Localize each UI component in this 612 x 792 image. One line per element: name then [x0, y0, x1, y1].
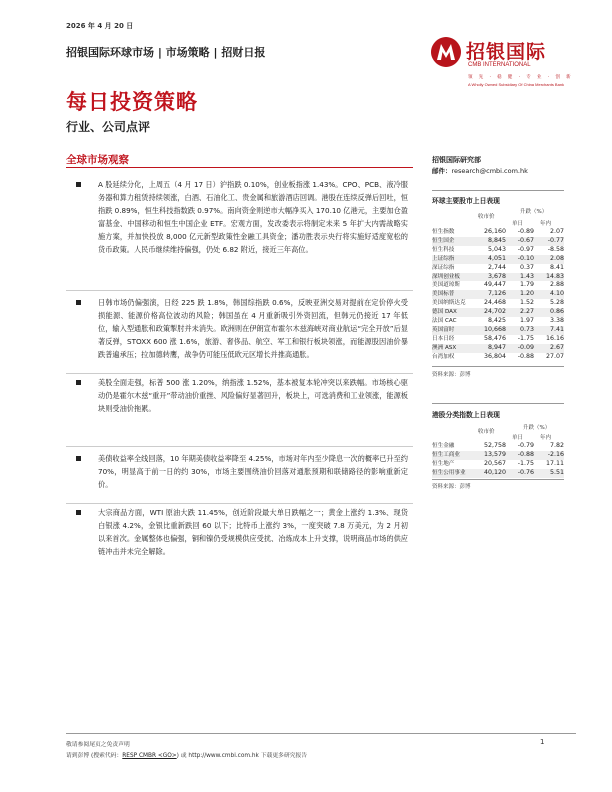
index-name: 日本日经 [432, 335, 455, 342]
day-change: -1.75 [517, 334, 534, 342]
ytd-change: 16.16 [545, 334, 564, 342]
cmbi-logo [430, 36, 580, 96]
logo-tagline-en: A Wholly Owned Subsidiary Of China Merchants Bank [468, 82, 565, 87]
bullet-text: 美债收益率全线回落，10 年期美债收益率降至 4.25%，市场对年内至少降息一次的概率已升至约 70%，明显高于前一日的约 30%，市场主要围绕油价回落对通胀预期和联储路径的影响重新定价。 [98, 454, 408, 489]
ytd-change: 0.86 [536, 308, 564, 317]
table1-col-day: 单日 [512, 221, 524, 227]
bullet-square-icon [76, 510, 81, 515]
table1-col-change: 升跌（%） [520, 209, 548, 215]
day-change: -0.88 [508, 451, 536, 460]
day-change: -1.75 [517, 459, 534, 467]
day-change: 1.43 [508, 273, 536, 282]
table-row [432, 442, 564, 451]
table1-title: 环球主要股市上日表现 [432, 197, 500, 205]
ytd-change: 5.28 [549, 299, 564, 307]
ytd-change: 2.08 [536, 255, 564, 264]
ytd-change: -0.77 [536, 237, 564, 246]
day-change: -0.97 [517, 245, 534, 253]
close-price: 58,476 [483, 334, 506, 342]
day-change: -0.89 [517, 228, 534, 235]
bullet-text: 大宗商品方面，WTI 原油大跌 11.45%，创近阶段最大单日跌幅之一；黄金上涨约 1.3%、现货白银涨 4.2%，金银比重新跌回 60 以下；比特币上涨约 3%，一度突破 7.8 万美元，为 2 月初以来首次。金属整体也偏强，铜和镍仍受规模供应受扰、冶炼成本上升支撑，说明商品市场的供应链冲击并未完全解除。 [98, 508, 408, 556]
table-top-rule [432, 190, 564, 191]
bullet-square-icon [76, 380, 81, 385]
index-name: 恒生金融 [432, 443, 455, 449]
table-row [432, 326, 564, 335]
bullet-paragraph [98, 376, 408, 415]
email-address[interactable]: research@cmbi.com.hk [451, 167, 528, 175]
index-name: 美国纳斯达克 [432, 300, 466, 307]
table2-col-ytd: 年内 [540, 435, 552, 441]
close-price: 13,579 [474, 451, 508, 460]
table-row [432, 460, 564, 469]
ytd-change: 5.51 [536, 469, 564, 478]
index-name: 恒生工商业 [432, 451, 474, 460]
table2-title: 港股分类指数上日表现 [432, 411, 500, 419]
day-change: 0.37 [519, 263, 534, 271]
day-change: -0.76 [508, 469, 536, 478]
logo-name-en: CMB INTERNATIONAL [468, 62, 531, 68]
close-price: 40,120 [474, 469, 508, 478]
day-change: -0.88 [517, 352, 534, 360]
close-price: 20,567 [483, 459, 506, 467]
ytd-change: -2.16 [536, 451, 564, 460]
day-change: -0.10 [508, 255, 536, 264]
table2-col-day: 单日 [512, 435, 524, 441]
ytd-change: -8.58 [547, 245, 564, 253]
market-table [432, 228, 564, 362]
index-name: 澳洲 ASX [432, 344, 474, 353]
table-row [432, 308, 564, 317]
table-row [432, 264, 564, 273]
table1-col-ytd: 年内 [540, 221, 552, 227]
table-bottom-rule [432, 479, 564, 480]
bullet-square-icon [76, 182, 81, 187]
close-price: 2,744 [487, 263, 506, 271]
report-date: 2026 年 4 月 20 日 [66, 22, 134, 30]
bloomberg-code-link[interactable]: RESP CMBR <GO> [122, 753, 177, 759]
section-title: 全球市场观察 [66, 154, 129, 166]
day-change: -0.67 [508, 237, 536, 246]
index-name: 英国富时 [432, 326, 474, 335]
table-row [432, 344, 564, 353]
footer-subscribe [66, 750, 307, 759]
table-row [432, 246, 564, 255]
index-name: 深圳创业板 [432, 273, 474, 282]
table2-col-close: 收市价 [478, 429, 495, 435]
table-row [432, 255, 564, 264]
table1-source: 资料来源：彭博 [432, 372, 471, 378]
table2-col-change: 升跌（%） [523, 425, 551, 431]
bullet-paragraph [98, 506, 408, 558]
table-bottom-rule [432, 366, 564, 367]
index-name: 恒生公用事业 [432, 469, 474, 478]
close-price: 3,678 [474, 273, 508, 282]
index-name: 恒生科技 [432, 246, 455, 253]
research-dept: 招银国际研究部 [432, 156, 481, 164]
ytd-change: 2.88 [549, 281, 564, 289]
index-name: 深证综指 [432, 264, 455, 271]
report-title: 每日投资策略 [66, 90, 198, 114]
close-price: 24,468 [483, 299, 506, 307]
table-row [432, 469, 564, 478]
day-change: 1.52 [519, 299, 534, 307]
index-name: 上证综指 [432, 255, 474, 264]
cmbi-logo-icon [430, 36, 462, 68]
ytd-change: 27.07 [545, 352, 564, 360]
day-change: -0.09 [508, 344, 536, 353]
table-row [432, 281, 564, 290]
close-price: 49,447 [483, 281, 506, 289]
sector-table [432, 442, 564, 478]
bullet-text: 日韩市场仍偏强演，日经 225 跌 1.8%，韩国综指跌 0.6%，反映亚洲交易对提前在定价停火受损能源、能源价格高位波动的风险；韩国虽在 4 月重新吸引外资回流，但韩元仍接近 17 年低位，输入型通胀和政策掣肘并未消失。欧洲则在伊朗宣布霍尔木兹海峡对商业航运“完全开放”后显著反弹，STOXX 600 涨 1.6%，旅游、奢侈品、航空、军工和银行板块领涨，而能源股因油价暴跌普遍承压；拉加德转鹰，战争仍可能压低欧元区增长并推高通胀。 [98, 298, 408, 359]
close-price: 52,758 [483, 442, 506, 449]
bullet-text: 美股全面走强，标普 500 涨 1.20%，纳指涨 1.52%，基本被复本轮冲突以来跌幅。市场核心驱动仍是霍尔木兹“重开”带动油价重挫、风险偏好显著回升，板块上，可选消费和工业领涨，能源板块则受油价拖累。 [98, 378, 408, 413]
report-subtitle: 行业、公司点评 [66, 120, 151, 134]
table-row [432, 228, 564, 237]
close-price: 8,425 [487, 317, 506, 325]
day-change: -0.79 [517, 442, 534, 449]
day-change: 0.73 [508, 326, 536, 335]
paragraph-divider [66, 503, 413, 504]
close-price: 36,804 [483, 352, 506, 360]
bullet-paragraph [98, 452, 408, 491]
paragraph-divider [66, 290, 413, 291]
day-change: 1.79 [519, 281, 534, 289]
email-label: 邮件： [432, 167, 452, 175]
close-price: 24,702 [474, 308, 508, 317]
table2-source: 资料来源：彭博 [432, 484, 471, 490]
table-row [432, 451, 564, 460]
header-title: 招银国际环球市场 | 市场策略 | 招财日报 [66, 46, 266, 59]
index-name: 法国 CAC [432, 318, 457, 325]
close-price: 8,845 [474, 237, 508, 246]
bullet-paragraph [98, 178, 408, 256]
bullet-square-icon [76, 456, 81, 461]
table-row [432, 335, 564, 344]
table-row [432, 317, 564, 326]
index-name: 德国 DAX [432, 308, 474, 317]
index-name: 美国道琼斯 [432, 282, 460, 289]
index-name: 台湾加权 [432, 353, 455, 360]
table-row [432, 237, 564, 246]
close-price: 8,947 [474, 344, 508, 353]
ytd-change: 7.82 [549, 442, 564, 449]
ytd-change: 17.11 [545, 459, 564, 467]
table1-col-close: 收市价 [478, 214, 495, 220]
day-change: 1.20 [508, 290, 536, 299]
table-row [432, 353, 564, 362]
close-price: 5,043 [487, 245, 506, 253]
footer-divider [66, 733, 576, 734]
logo-tagline-cn: 领 先 · 稳 健 · 专 业 · 创 新 [468, 75, 573, 80]
close-price: 7,126 [474, 290, 508, 299]
ytd-change: 8.41 [549, 263, 564, 271]
index-name: 恒生指数 [432, 229, 455, 235]
table-top-rule [432, 403, 564, 404]
close-price: 26,160 [483, 228, 506, 235]
ytd-change: 4.10 [536, 290, 564, 299]
ytd-change: 2.67 [536, 344, 564, 353]
subscribe-suffix: ) 或 http://www.cmbi.com.hk 下载更多研究报告 [176, 753, 308, 759]
subscribe-prefix: 请到彭博 (搜索代码： [66, 753, 123, 759]
table-row [432, 273, 564, 282]
paragraph-divider [66, 446, 413, 447]
paragraph-divider [66, 373, 413, 374]
ytd-change: 2.07 [549, 228, 564, 235]
bullet-text: A 股延续分化，上周五（4 月 17 日）沪指跌 0.10%，创业板指涨 1.43%。CPO、PCB、液冷服务器和算力租赁持续领涨，白酒、石油化工、贵金属和旅游酒店回调。港股在连续反弹后回吐，恒指跌 0.89%，恒生科技指数跌 0.97%。南向资金则逆市大幅净买入 170.10 亿港元，主要加仓盈富基金、中国移动和恒生中国企业 ETF。宏观方面，发改委表示将制定未来 5 年扩大内需战略实施方案，并加快投放 8,000 亿元新型政策性金融工具资金；潘功胜表示央行将实施好适度宽松的货币政策。人民币继续维持偏强，仍处 6.82 附近，接近三年高位。 [98, 180, 408, 254]
ytd-change: 3.38 [549, 317, 564, 325]
day-change: 2.27 [508, 308, 536, 317]
footer-disclaimer: 敬请参阅尾页之免责声明 [66, 742, 130, 748]
ytd-change: 14.83 [536, 273, 564, 282]
table-row [432, 299, 564, 308]
logo-name-cn: 招银国际 [466, 41, 547, 63]
index-name: 恒生地产 [432, 460, 455, 467]
bullet-square-icon [76, 300, 81, 305]
table-row [432, 290, 564, 299]
day-change: 1.97 [519, 317, 534, 325]
index-name: 恒生国企 [432, 237, 474, 246]
bullet-paragraph [98, 296, 408, 361]
section-divider [66, 167, 413, 168]
research-email [432, 166, 528, 175]
index-name: 美国标普 [432, 290, 474, 299]
close-price: 4,051 [474, 255, 508, 264]
close-price: 10,668 [474, 326, 508, 335]
page-number: 1 [540, 738, 545, 746]
ytd-change: 7.41 [536, 326, 564, 335]
